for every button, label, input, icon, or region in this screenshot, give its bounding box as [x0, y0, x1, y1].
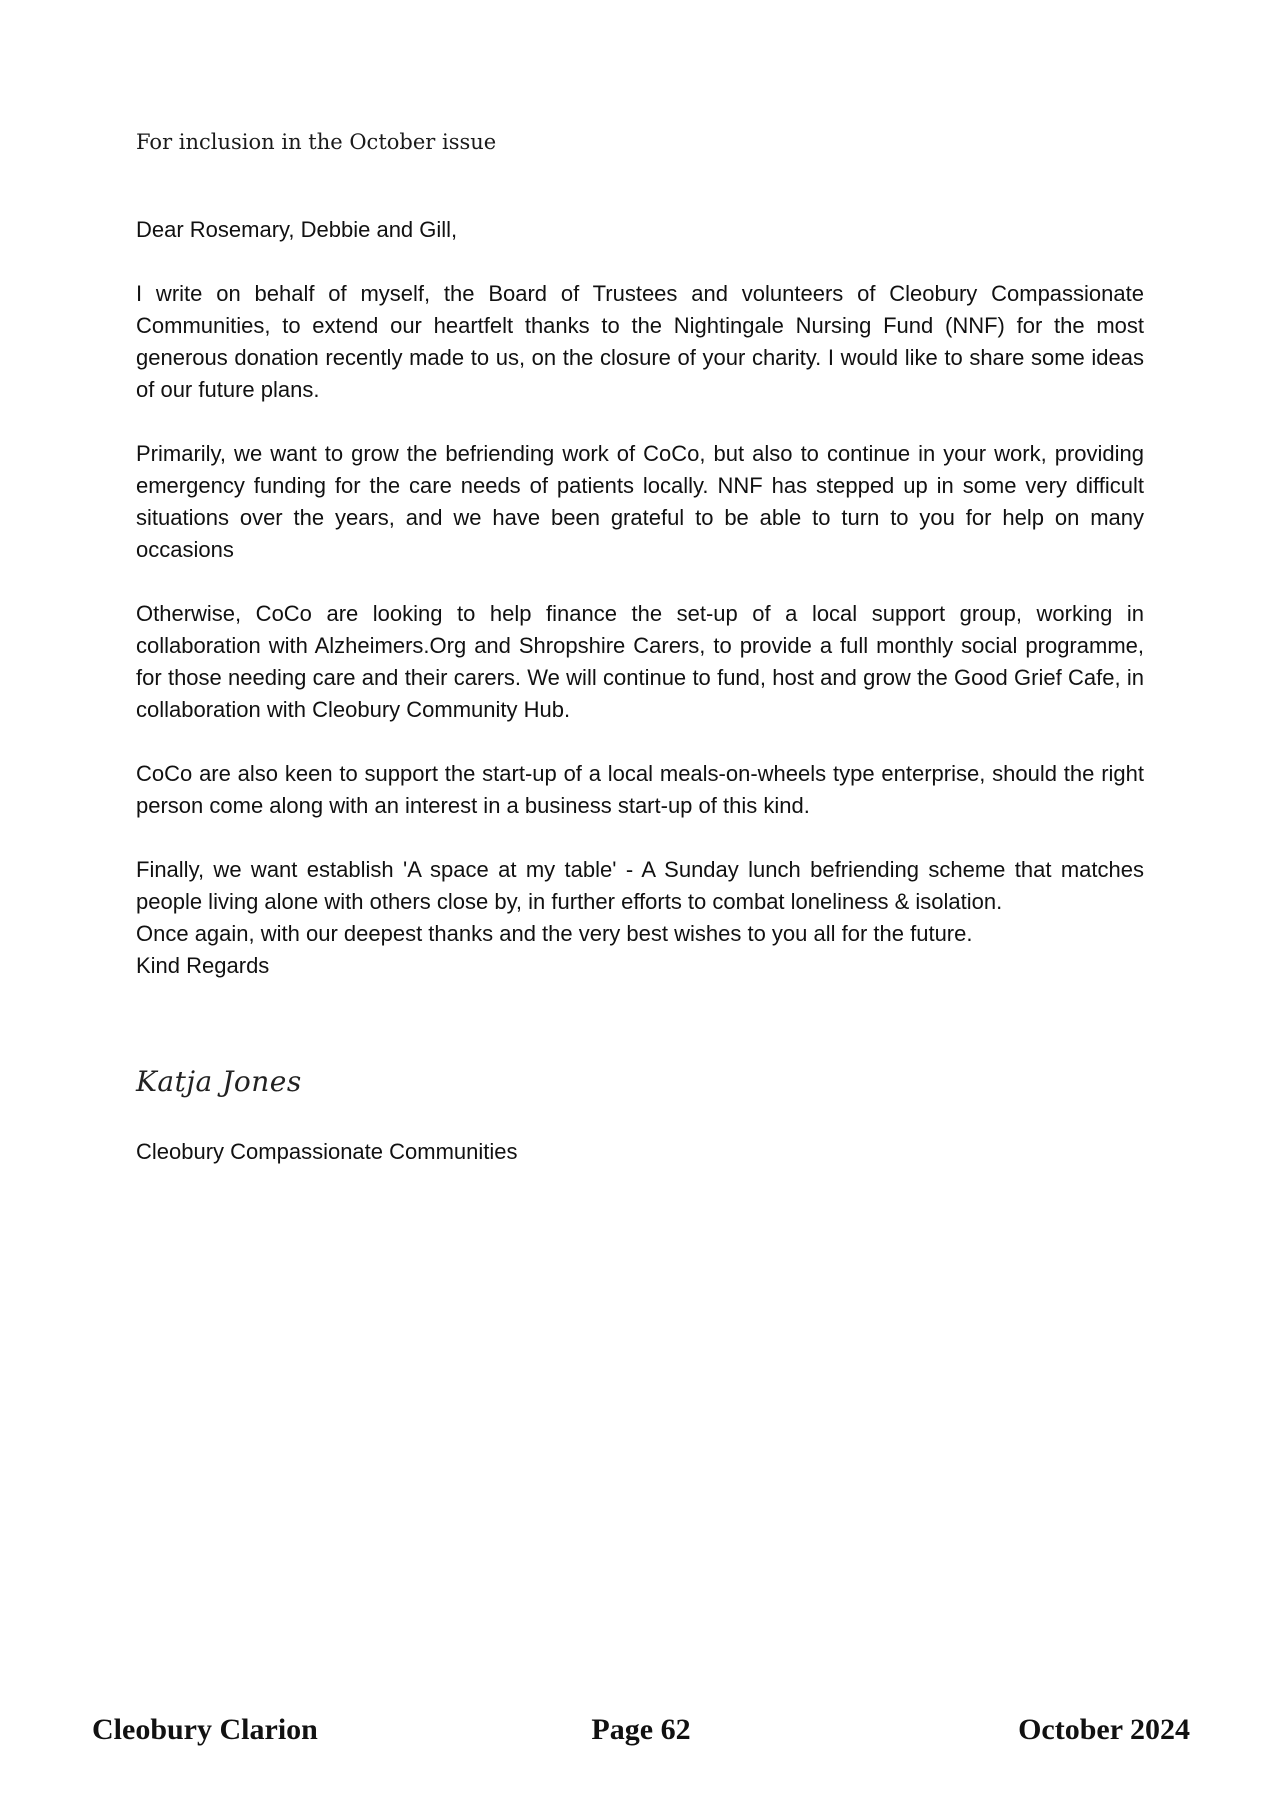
letter-sign-off: Kind Regards	[136, 953, 270, 978]
letter-body	[136, 214, 1144, 982]
letter-paragraph-meals-on-wheels: CoCo are also keen to support the start-up of a local meals-on-wheels type enterprise, should the right person come along with an interest in a business start-up of this kind.	[136, 761, 1144, 818]
letter-salutation: Dear Rosemary, Debbie and Gill,	[136, 217, 458, 242]
letter-paragraph-support-group: Otherwise, CoCo are looking to help finance the set-up of a local support group, working in collaboration with Alzheimers.Org and Shropshire Carers, to provide a full monthly social programme, for those needing care and their carers. We will continue to fund, host and grow the Good Grief Cafe, in collaboration with Cleobury Community Hub.	[136, 601, 1144, 722]
page-footer	[92, 1710, 1190, 1750]
letter-paragraph-thanks: I write on behalf of myself, the Board of Trustees and volunteers of Cleobury Compassionate Communities, to extend our heartfelt thanks to the Nightingale Nursing Fund (NNF) for the most generous donation recently made to us, on the closure of your charity. I would like to share some ideas of our future plans.	[136, 281, 1144, 402]
signature: Katja Jones	[136, 1065, 302, 1098]
letter-closing-line: Once again, with our deepest thanks and the very best wishes to you all for the future.	[136, 921, 973, 946]
letter-paragraph-befriending: Primarily, we want to grow the befriending work of CoCo, but also to continue in your work, providing emergency funding for the care needs of patients locally. NNF has stepped up in some very difficult situations over the years, and we have been grateful to be able to turn to you for help on many occasions	[136, 441, 1144, 562]
organisation-name: Cleobury Compassionate Communities	[136, 1139, 518, 1164]
inclusion-note: For inclusion in the October issue	[136, 130, 497, 154]
letter-paragraph-space-at-my-table: Finally, we want establish 'A space at my table' - A Sunday lunch befriending scheme that matches people living alone with others close by, in further efforts to combat loneliness & isolation.	[136, 857, 1144, 914]
footer-publication-name: Cleobury Clarion	[92, 1713, 318, 1746]
footer-issue-date: October 2024	[1018, 1713, 1190, 1746]
footer-page-number: Page 62	[591, 1713, 691, 1746]
